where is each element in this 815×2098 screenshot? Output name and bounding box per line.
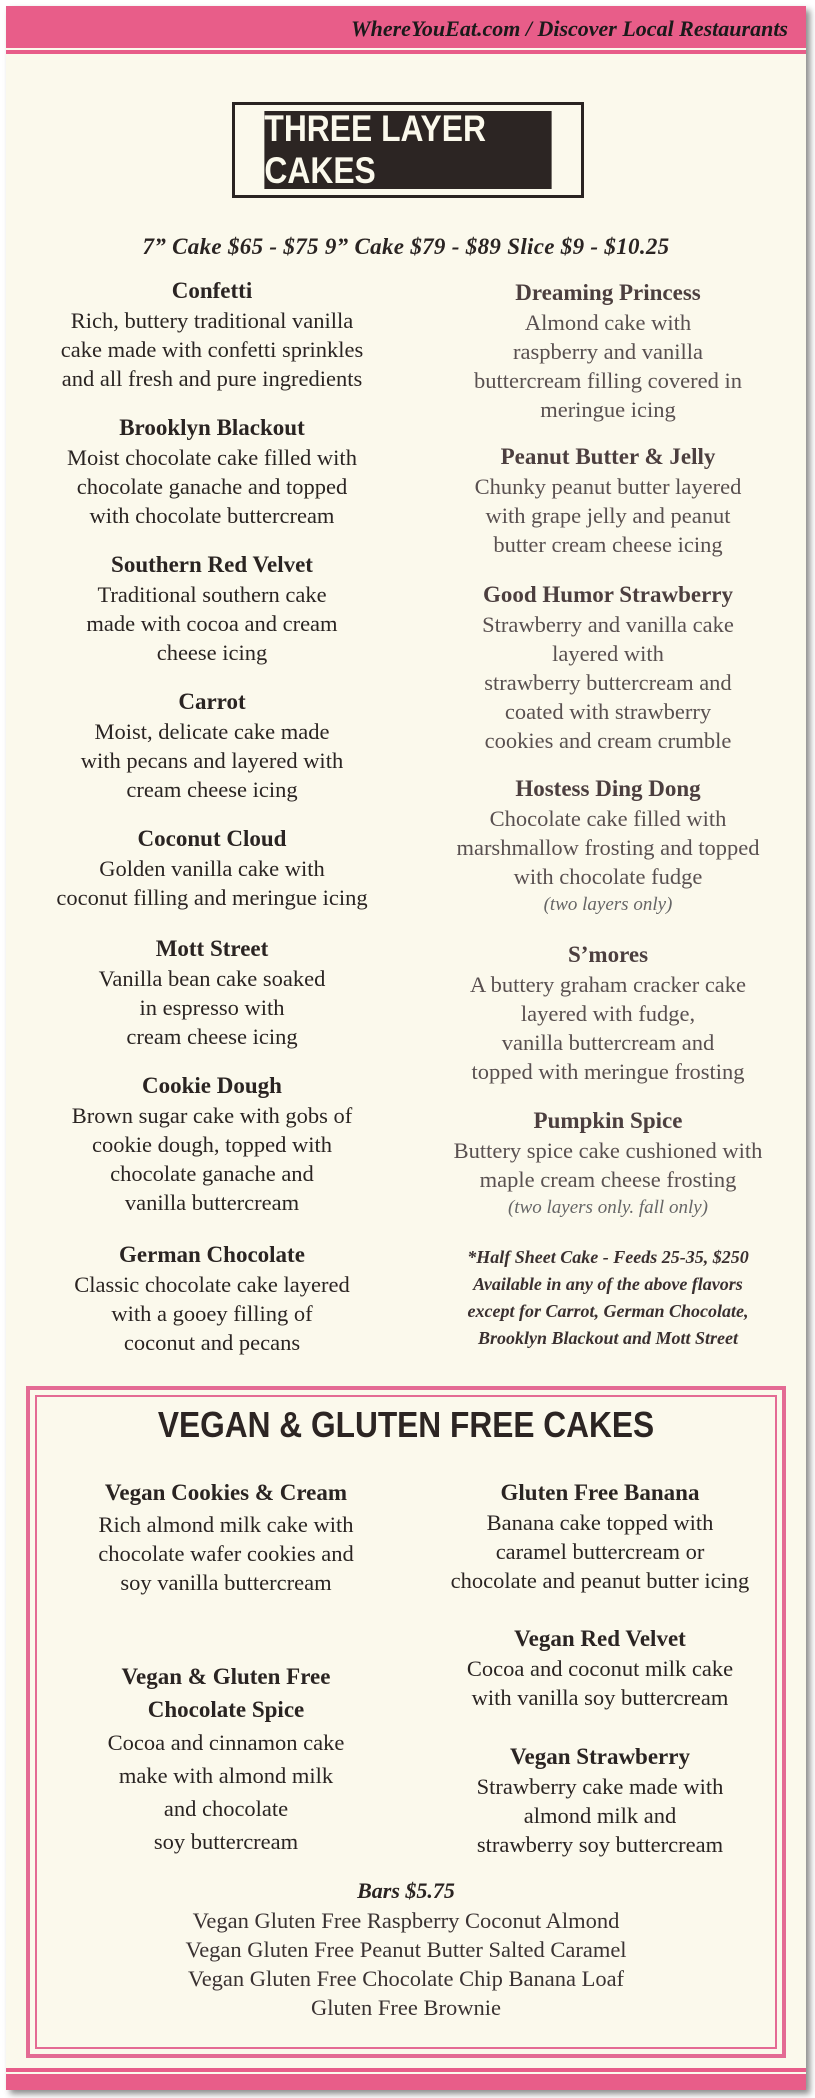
cake-name: Confetti: [171, 278, 253, 303]
cake-item-german-chocolate: [18, 1240, 406, 1357]
section-title-box: [232, 102, 584, 198]
cake-name: Vegan Strawberry: [510, 1744, 690, 1769]
bar-item: Vegan Gluten Free Raspberry Coconut Almond: [192, 1908, 620, 1933]
cake-item-vegan-cookies-cream: [46, 1478, 406, 1597]
cake-item-peanut-butter-jelly: [414, 442, 802, 559]
cake-desc: Cocoa and cinnamon cake make with almond milk and chocolate soy buttercream: [107, 1730, 345, 1854]
cake-name: Mott Street: [155, 936, 269, 961]
half-sheet-note: *Half Sheet Cake - Feeds 25-35, $250 Available in any of the above flavors except for Carrot, German Chocolate, Brooklyn Blackout and Mott Street: [467, 1247, 749, 1348]
cake-name: Carrot: [178, 689, 246, 714]
cake-name: Vegan & Gluten Free Chocolate Spice: [121, 1664, 331, 1722]
cake-desc: Cocoa and coconut milk cake with vanilla soy buttercream: [466, 1656, 734, 1710]
section-title: THREE LAYER CAKES: [264, 111, 551, 189]
cake-desc: Traditional southern cake made with cocoa and cream cheese icing: [86, 582, 338, 665]
cake-name: Pumpkin Spice: [533, 1108, 683, 1133]
cake-name: German Chocolate: [119, 1242, 305, 1267]
bar-item: Gluten Free Brownie: [311, 1995, 501, 2020]
cake-desc: Brown sugar cake with gobs of cookie dough, topped with chocolate ganache and vanilla buttercream: [71, 1103, 353, 1215]
cake-desc: Strawberry cake made with almond milk and strawberry soy buttercream: [476, 1774, 724, 1857]
cake-name: Dreaming Princess: [515, 280, 701, 305]
cake-name: S’mores: [567, 942, 649, 967]
cake-name: Coconut Cloud: [137, 826, 287, 851]
cake-name: Southern Red Velvet: [111, 552, 313, 577]
cake-desc: Moist, delicate cake made with pecans and layered with cream cheese icing: [80, 719, 344, 802]
cake-desc: Moist chocolate cake filled with chocolate ganache and topped with chocolate buttercream: [67, 445, 357, 528]
cake-item-cookie-dough: [18, 1071, 406, 1217]
menu-page: [6, 6, 806, 2090]
cake-desc: Rich almond milk cake with chocolate wafer cookies and soy vanilla buttercream: [98, 1512, 354, 1595]
cake-desc: Golden vanilla cake with coconut filling and meringue icing: [56, 856, 368, 910]
cake-name: Peanut Butter & Jelly: [500, 444, 716, 469]
cake-item-coconut-cloud: [18, 824, 406, 912]
cake-desc: Chocolate cake filled with marshmallow frosting and topped with chocolate fudge: [456, 806, 760, 889]
cake-item-dreaming-princess: [414, 278, 802, 424]
site-banner[interactable]: WhereYouEat.com / Discover Local Restaurants: [351, 16, 788, 41]
cake-desc: Buttery spice cake cushioned with maple cream cheese frosting: [453, 1138, 763, 1192]
cake-desc: Rich, buttery traditional vanilla cake made with confetti sprinkles and all fresh and pure ingredients: [60, 308, 364, 391]
bar-item: Vegan Gluten Free Chocolate Chip Banana Loaf: [187, 1966, 625, 1991]
cake-desc: Strawberry and vanilla cake layered with strawberry buttercream and coated with strawberry cookies and cream crumble: [482, 612, 734, 753]
bars-title: Bars $5.75: [357, 1878, 455, 1903]
cake-name: Gluten Free Banana: [500, 1480, 700, 1505]
cake-item-confetti: [18, 276, 406, 393]
cake-name: Brooklyn Blackout: [119, 415, 305, 440]
bars-section: [6, 1876, 806, 2022]
cake-item-mott-street: [18, 934, 406, 1051]
top-pink-band: [6, 6, 806, 54]
cake-desc: Chunky peanut butter layered with grape jelly and peanut butter cream cheese icing: [474, 474, 742, 557]
cake-desc: Banana cake topped with caramel buttercream or chocolate and peanut butter icing: [450, 1510, 750, 1593]
cake-desc: Classic chocolate cake layered with a gooey filling of coconut and pecans: [74, 1272, 350, 1355]
cake-item-vegan-red-velvet: [414, 1624, 786, 1712]
bar-item: Vegan Gluten Free Peanut Butter Salted Caramel: [185, 1937, 627, 1962]
cake-item-gluten-free-banana: [414, 1478, 786, 1595]
cake-item-hostess-ding-dong: [414, 774, 802, 919]
cake-name: Good Humor Strawberry: [482, 582, 733, 607]
bottom-pink-band: [6, 2068, 806, 2090]
cake-item-brooklyn-blackout: [18, 413, 406, 530]
cake-desc: Almond cake with raspberry and vanilla buttercream filling covered in meringue icing: [473, 310, 742, 422]
cake-desc: A buttery graham cracker cake layered with fudge, vanilla buttercream and topped with meringue frosting: [469, 972, 747, 1084]
cake-note: (two layers only): [543, 894, 673, 915]
cake-name: Hostess Ding Dong: [515, 776, 701, 801]
cake-name: Cookie Dough: [142, 1073, 282, 1098]
cake-item-carrot: [18, 687, 406, 804]
cake-item-smores: [414, 940, 802, 1086]
cake-name: Vegan Red Velvet: [514, 1626, 686, 1651]
vegan-section-title: VEGAN & GLUTEN FREE CAKES: [157, 1404, 655, 1445]
cake-name: Vegan Cookies & Cream: [104, 1480, 348, 1505]
cake-item-vegan-gf-chocolate-spice: [46, 1660, 406, 1858]
cake-item-pumpkin-spice: [414, 1106, 802, 1222]
cake-item-vegan-strawberry: [414, 1742, 786, 1859]
cake-desc: Vanilla bean cake soaked in espresso with cream cheese icing: [98, 966, 326, 1049]
cake-item-good-humor-strawberry: [414, 580, 802, 755]
cake-item-southern-red-velvet: [18, 550, 406, 667]
cake-note: (two layers only. fall only): [507, 1197, 708, 1218]
cake-prices: 7” Cake $65 - $75 9” Cake $79 - $89 Slice $9 - $10.25: [142, 234, 670, 259]
